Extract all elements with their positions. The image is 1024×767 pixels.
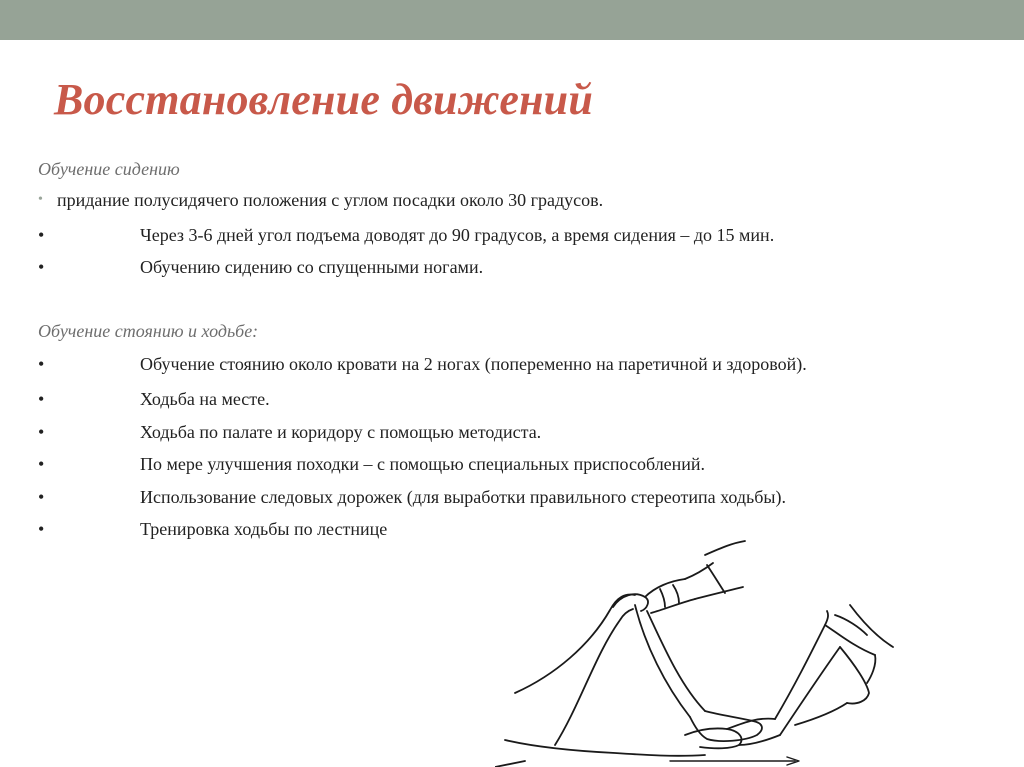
top-bar (0, 0, 1024, 40)
list-item-text: Тренировка ходьбы по лестнице (140, 519, 388, 539)
list-item (38, 354, 1018, 380)
list-item-text: Ходьба на месте. (140, 389, 270, 409)
list-item-text: По мере улучшения походки – с помощью специальных приспособлений. (140, 454, 706, 474)
bullet: • (38, 519, 45, 539)
list-item-text: Использование следовых дорожек (для выработки правильного стереотипа ходьбы). (140, 487, 787, 507)
bullet: • (38, 454, 45, 474)
section-heading-walking: Обучение стоянию и ходьбе: (38, 321, 259, 341)
list-item-text: Обучение стоянию около кровати на 2 ногах (попеременно на паретичной и здоровой). (140, 354, 807, 374)
list-item-text: придание полусидячего положения с углом посадки около 30 градусов. (57, 190, 604, 210)
list-item (38, 454, 1018, 480)
list-item (38, 422, 1018, 448)
section-heading-sitting: Обучение сидению (38, 159, 180, 179)
list-item-text: Ходьба по палате и коридору с помощью методиста. (140, 422, 542, 442)
bullet: • (38, 192, 43, 207)
list-item (38, 487, 1018, 513)
list-item (38, 190, 1018, 216)
list-item-text: Через 3-6 дней угол подъема доводят до 90 градусов, а время сидения – до 15 мин. (140, 225, 775, 245)
bullet: • (38, 225, 45, 245)
list-item (38, 389, 1018, 415)
bullet: • (38, 422, 45, 442)
bullet: • (38, 354, 45, 374)
leg-exercise-illustration (495, 535, 905, 767)
list-item (38, 257, 1018, 283)
slide-title: Восстановление движений (54, 75, 594, 124)
list-item-text: Обучению сидению со спущенными ногами. (140, 257, 484, 277)
bullet: • (38, 487, 45, 507)
bullet: • (38, 389, 45, 409)
bullet: • (38, 257, 45, 277)
list-item (38, 225, 1018, 251)
